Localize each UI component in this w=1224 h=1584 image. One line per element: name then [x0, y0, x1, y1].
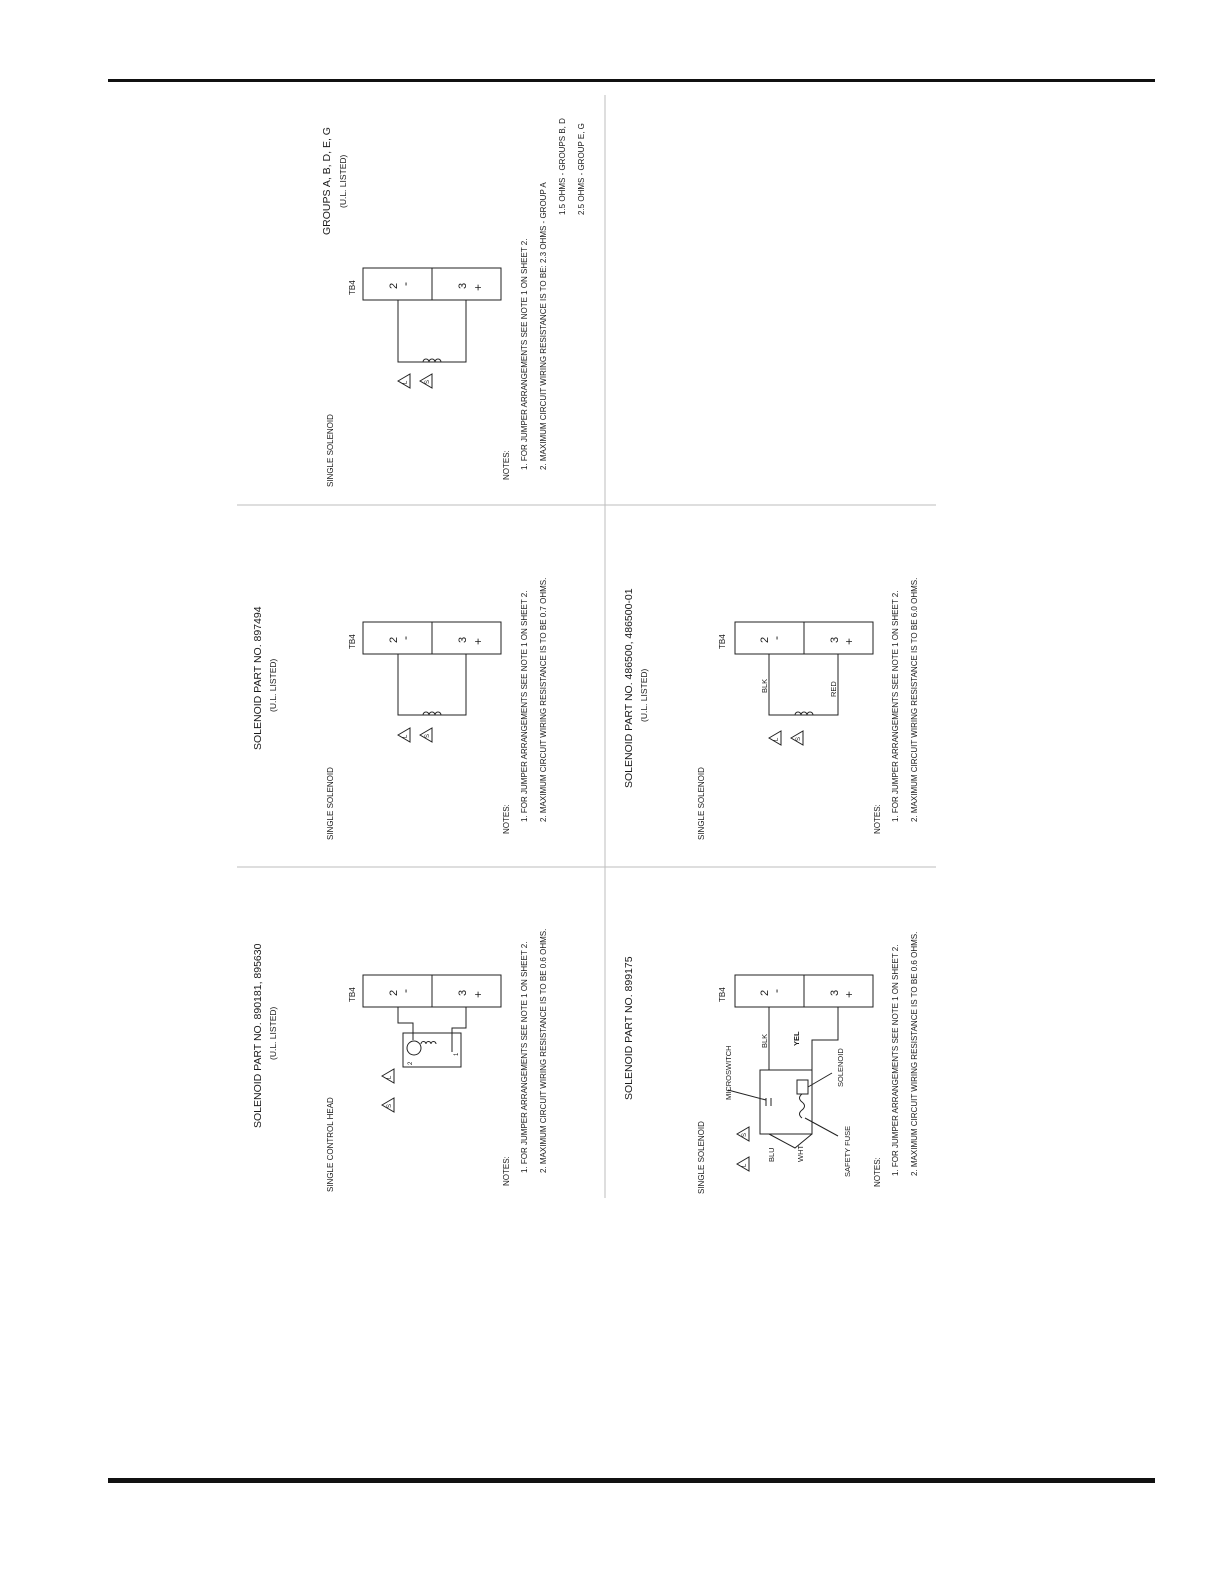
panel1-wire-minus	[398, 1007, 413, 1040]
panel1-coil-icon	[421, 1042, 436, 1045]
panel5-tb4-label: TB4	[718, 634, 727, 649]
panel3-wire-loop	[398, 300, 466, 362]
diagram-label: +	[471, 990, 485, 998]
diagram-label: -	[769, 636, 783, 640]
panel4-fuse-leader	[805, 1118, 838, 1136]
panel4-title: SOLENOID PART NO. 899175	[623, 956, 635, 1100]
panel5-type: SINGLE SOLENOID	[697, 767, 706, 840]
panel4-safety-fuse-label: SAFETY FUSE	[843, 1125, 852, 1177]
panel5-note1: 1. FOR JUMPER ARRANGEMENTS SEE NOTE 1 ON SHEET 2.	[891, 590, 900, 822]
panel3-notes-label: NOTES:	[502, 450, 511, 480]
panel5-wire-blk-label: BLK	[760, 678, 769, 693]
diagram-label: +	[842, 637, 856, 645]
diagram-label: 2	[759, 636, 771, 643]
diagram-label: +	[842, 990, 856, 998]
diagram-label: 1	[454, 1052, 460, 1056]
panel4-fuse-icon	[800, 1094, 805, 1118]
panel-solenoid-899175	[623, 932, 919, 1194]
panel5-subtitle: (U.L. LISTED)	[639, 668, 649, 722]
panel5-notes-label: NOTES:	[873, 804, 882, 834]
panel4-wire-blu-wht	[769, 1134, 812, 1148]
panel1-notes-label: NOTES:	[502, 1156, 511, 1186]
footer-rule	[108, 1478, 1155, 1483]
panel-solenoid-890181	[252, 929, 548, 1192]
panel3-tb4-label: TB4	[348, 280, 357, 295]
diagram-label: L	[403, 734, 409, 738]
panel-solenoid-897494	[252, 578, 548, 840]
diagram-label: 3	[829, 636, 841, 643]
diagram-label: S	[796, 736, 802, 741]
diagram-label: 3	[457, 636, 469, 643]
diagram-label: 2	[388, 282, 400, 289]
panel1-tb4-label: TB4	[348, 987, 357, 1002]
diagram-label: -	[398, 636, 412, 640]
diagram-label: L	[403, 380, 409, 384]
diagram-label: -	[398, 989, 412, 993]
panel1-head-connector-icon	[407, 1041, 421, 1055]
panel3-subtitle: (U.L. LISTED)	[338, 154, 348, 208]
diagram-label: 2	[759, 989, 771, 996]
diagram-label: S	[425, 733, 431, 738]
panel1-wire-plus	[452, 1007, 466, 1052]
panel4-wire-blk-label: BLK	[760, 1033, 769, 1048]
diagram-label: 2	[388, 636, 400, 643]
panel4-microswitch-label: MICROSWITCH	[724, 1045, 733, 1100]
panel5-note2: 2. MAXIMUM CIRCUIT WIRING RESISTANCE IS TO BE 6.0 OHMS.	[910, 577, 919, 822]
panel2-title: SOLENOID PART NO. 897494	[252, 606, 264, 750]
panel3-note2-line3: 2.5 OHMS - GROUP E, G	[577, 123, 586, 215]
panel4-note2: 2. MAXIMUM CIRCUIT WIRING RESISTANCE IS TO BE 0.6 OHMS.	[910, 931, 919, 1176]
diagram-label: 2	[388, 989, 400, 996]
diagram-label: +	[471, 637, 485, 645]
diagram-label: -	[769, 989, 783, 993]
diagram-label: -	[398, 282, 412, 286]
panel4-notes-label: NOTES:	[873, 1157, 882, 1187]
panel3-type: SINGLE SOLENOID	[326, 414, 335, 487]
panel4-wire-yel-label: YEL	[792, 1031, 801, 1046]
diagram-label: 3	[457, 989, 469, 996]
panel4-wire-blu-label: BLU	[767, 1147, 776, 1162]
diagram-label: +	[471, 283, 485, 291]
diagram-label: L	[742, 1163, 748, 1167]
panel4-solenoid-label: SOLENOID	[836, 1048, 845, 1087]
panel4-wire-wht-label: WHT	[796, 1144, 805, 1162]
panel4-type: SINGLE SOLENOID	[697, 1121, 706, 1194]
diagram-label: S	[742, 1132, 748, 1137]
panel1-type: SINGLE CONTROL HEAD	[326, 1097, 335, 1192]
diagram-label: L	[774, 737, 780, 741]
panel4-wire-yel	[812, 1007, 838, 1070]
diagram-label: 3	[457, 282, 469, 289]
panel5-wire-loop	[769, 654, 838, 715]
panel2-note1: 1. FOR JUMPER ARRANGEMENTS SEE NOTE 1 ON SHEET 2.	[520, 590, 529, 822]
panel2-tb4-label: TB4	[348, 634, 357, 649]
panel1-subtitle: (U.L. LISTED)	[268, 1006, 278, 1060]
panel3-note2-line2: 1.5 OHMS - GROUPS B, D	[558, 118, 567, 215]
panel3-note2: 2. MAXIMUM CIRCUIT WIRING RESISTANCE IS TO BE: 2.3 OHMS - GROUP A	[539, 182, 548, 470]
panel-groups-abdeg	[321, 118, 586, 487]
panel4-solenoid-coil-icon	[797, 1080, 808, 1094]
panel2-notes-label: NOTES:	[502, 804, 511, 834]
panel1-note2: 2. MAXIMUM CIRCUIT WIRING RESISTANCE IS TO BE 0.6 OHMS.	[539, 928, 548, 1173]
panel2-type: SINGLE SOLENOID	[326, 767, 335, 840]
panel4-note1: 1. FOR JUMPER ARRANGEMENTS SEE NOTE 1 ON SHEET 2.	[891, 944, 900, 1176]
panel1-title: SOLENOID PART NO. 890181, 895630	[252, 943, 264, 1128]
panel1-note1: 1. FOR JUMPER ARRANGEMENTS SEE NOTE 1 ON SHEET 2.	[520, 941, 529, 1173]
panel3-title: GROUPS A, B, D, E, G	[321, 127, 333, 235]
diagram-label: S	[425, 379, 431, 384]
diagram-label: 3	[829, 989, 841, 996]
panel-solenoid-486500	[623, 578, 919, 840]
panel2-wire-loop	[398, 654, 466, 715]
panel4-tb4-label: TB4	[718, 987, 727, 1002]
diagram-label: S	[387, 1103, 393, 1108]
panel5-title: SOLENOID PART NO. 486500, 486500-01	[623, 588, 635, 788]
panel2-subtitle: (U.L. LISTED)	[268, 658, 278, 712]
panel2-note2: 2. MAXIMUM CIRCUIT WIRING RESISTANCE IS TO BE 0.7 OHMS.	[539, 577, 548, 822]
panel5-wire-red-label: RED	[829, 681, 838, 697]
panel3-note1: 1. FOR JUMPER ARRANGEMENTS SEE NOTE 1 ON SHEET 2.	[520, 238, 529, 470]
diagram-label: L	[387, 1075, 393, 1079]
diagram-label: 2	[408, 1061, 414, 1065]
